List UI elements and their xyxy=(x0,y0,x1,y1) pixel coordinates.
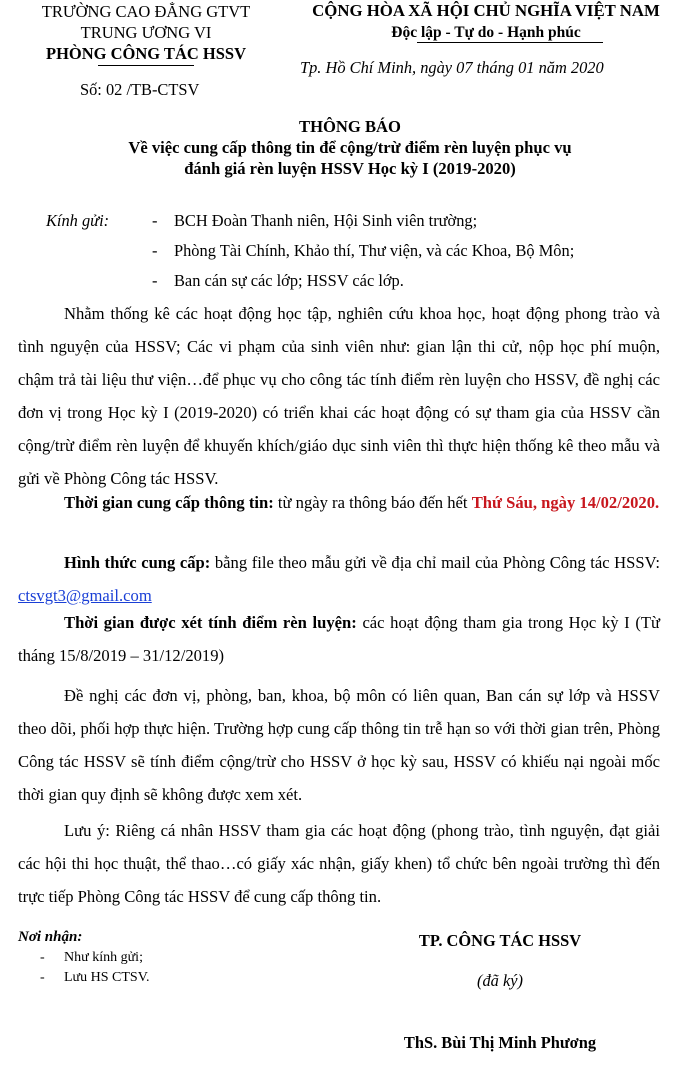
body-paragraph-note xyxy=(18,814,660,913)
recipient-dash-3: - xyxy=(152,271,158,290)
noi-nhan-dash-2: - xyxy=(40,970,45,985)
national-motto: Độc lập - Tự do - Hạnh phúc xyxy=(391,24,581,41)
header-right xyxy=(300,0,672,44)
signed-note: (đã ký) xyxy=(477,971,523,990)
deadline-text: Thứ Sáu, ngày 14/02/2020. xyxy=(471,493,660,512)
title-main: THÔNG BÁO xyxy=(299,117,401,136)
body-paragraph-evaluation-period xyxy=(18,606,660,672)
school-name-line2: TRUNG ƯƠNG VI xyxy=(80,23,212,42)
noi-nhan-item: Lưu HS CTSV. xyxy=(64,970,150,985)
doc-number: Số: 02 /TB-CTSV xyxy=(80,80,200,99)
recipient-item: Ban cán sự các lớp; HSSV các lớp. xyxy=(174,271,404,290)
signer-title: TP. CÔNG TÁC HSSV xyxy=(418,931,582,950)
submission-method-text: bằng file theo mẫu gửi về địa chỉ mail của Phòng Công tác HSSV: xyxy=(210,553,660,572)
body-paragraph-request xyxy=(18,679,660,811)
evaluation-period-text: các hoạt động tham gia trong Học kỳ I (Từ tháng 15/8/2019 – 31/12/2019) xyxy=(18,613,660,665)
body-paragraph-1 xyxy=(18,297,660,495)
email-link[interactable]: ctsvgt3@gmail.com xyxy=(18,586,152,605)
body-paragraph-submission-method xyxy=(18,546,660,612)
recipient-item: BCH Đoàn Thanh niên, Hội Sinh viên trường; xyxy=(174,211,478,230)
recipient-item: Phòng Tài Chính, Khảo thí, Thư viện, và các Khoa, Bộ Môn; xyxy=(174,241,575,260)
recipient-dash-1: - xyxy=(152,211,158,230)
noi-nhan-dash-1: - xyxy=(40,950,45,965)
title-sub-line1: Về việc cung cấp thông tin để cộng/trừ điểm rèn luyện phục vụ xyxy=(128,138,572,157)
body-paragraph-submission-time xyxy=(18,486,660,519)
issue-date: Tp. Hồ Chí Minh, ngày 07 tháng 01 năm 2020 xyxy=(300,58,604,77)
evaluation-period-label: Thời gian được xét tính điểm rèn luyện: xyxy=(64,613,357,632)
note-text: Lưu ý: Riêng cá nhân HSSV tham gia các hoạt động (phong trào, tình nguyện, đạt giải các hội thi học thuật, thể thao…có giấy xác nhận, giấy khen) tổ chức bên ngoài trường thì đến trực tiếp Phòng Công tác HSSV để cung cấp thông tin. xyxy=(18,821,660,906)
header-left-underline xyxy=(98,65,194,66)
department-name: PHÒNG CÔNG TÁC HSSV xyxy=(45,44,246,63)
header-left xyxy=(30,1,262,64)
header-right-underline xyxy=(417,42,603,43)
noi-nhan-label: Nơi nhận: xyxy=(18,929,83,945)
submission-time-text: từ ngày ra thông báo đến hết xyxy=(273,493,472,512)
submission-time-label: Thời gian cung cấp thông tin: xyxy=(64,493,274,512)
recipients-label: Kính gửi: xyxy=(46,211,110,230)
noi-nhan-item: Như kính gửi; xyxy=(64,950,143,965)
document-title xyxy=(0,116,700,179)
request-text: Đề nghị các đơn vị, phòng, ban, khoa, bộ môn có liên quan, Ban cán sự lớp và HSSV theo dõi, phối hợp thực hiện. Trường hợp cung cấp thông tin trễ hạn so với thời gian trên, Phòng Công tác HSSV sẽ tính điểm cộng/trừ cho HSSV ở học kỳ sau, HSSV có khiếu nại ngoài mốc thời gian quy định sẽ không được xem xét. xyxy=(18,686,660,804)
signer-name: ThS. Bùi Thị Minh Phương xyxy=(403,1033,597,1052)
title-sub-line2: đánh giá rèn luyện HSSV Học kỳ I (2019-2020) xyxy=(184,159,516,178)
national-title: CỘNG HÒA XÃ HỘI CHỦ NGHĨA VIỆT NAM xyxy=(312,1,660,20)
paragraph-1-text: Nhằm thống kê các hoạt động học tập, nghiên cứu khoa học, hoạt động phong trào và tình nguyện của HSSV; Các vi phạm của sinh viên như: gian lận thi cử, nộp học phí muộn, chậm trả tài liệu thư viện…để phục vụ cho công tác tính điểm rèn luyện cho HSSV, đề nghị các đơn vị trong Học kỳ I (2019-2020) có triển khai các hoạt động có sự tham gia của HSSV cần cộng/trừ điểm rèn luyện để khuyến khích/giáo dục sinh viên thì thực hiện thống kê theo mẫu và gửi về Phòng Công tác HSSV. xyxy=(18,304,660,488)
recipient-dash-2: - xyxy=(152,241,158,260)
submission-method-label: Hình thức cung cấp: xyxy=(64,553,211,572)
school-name: TRƯỜNG CAO ĐẲNG GTVT xyxy=(41,2,251,21)
